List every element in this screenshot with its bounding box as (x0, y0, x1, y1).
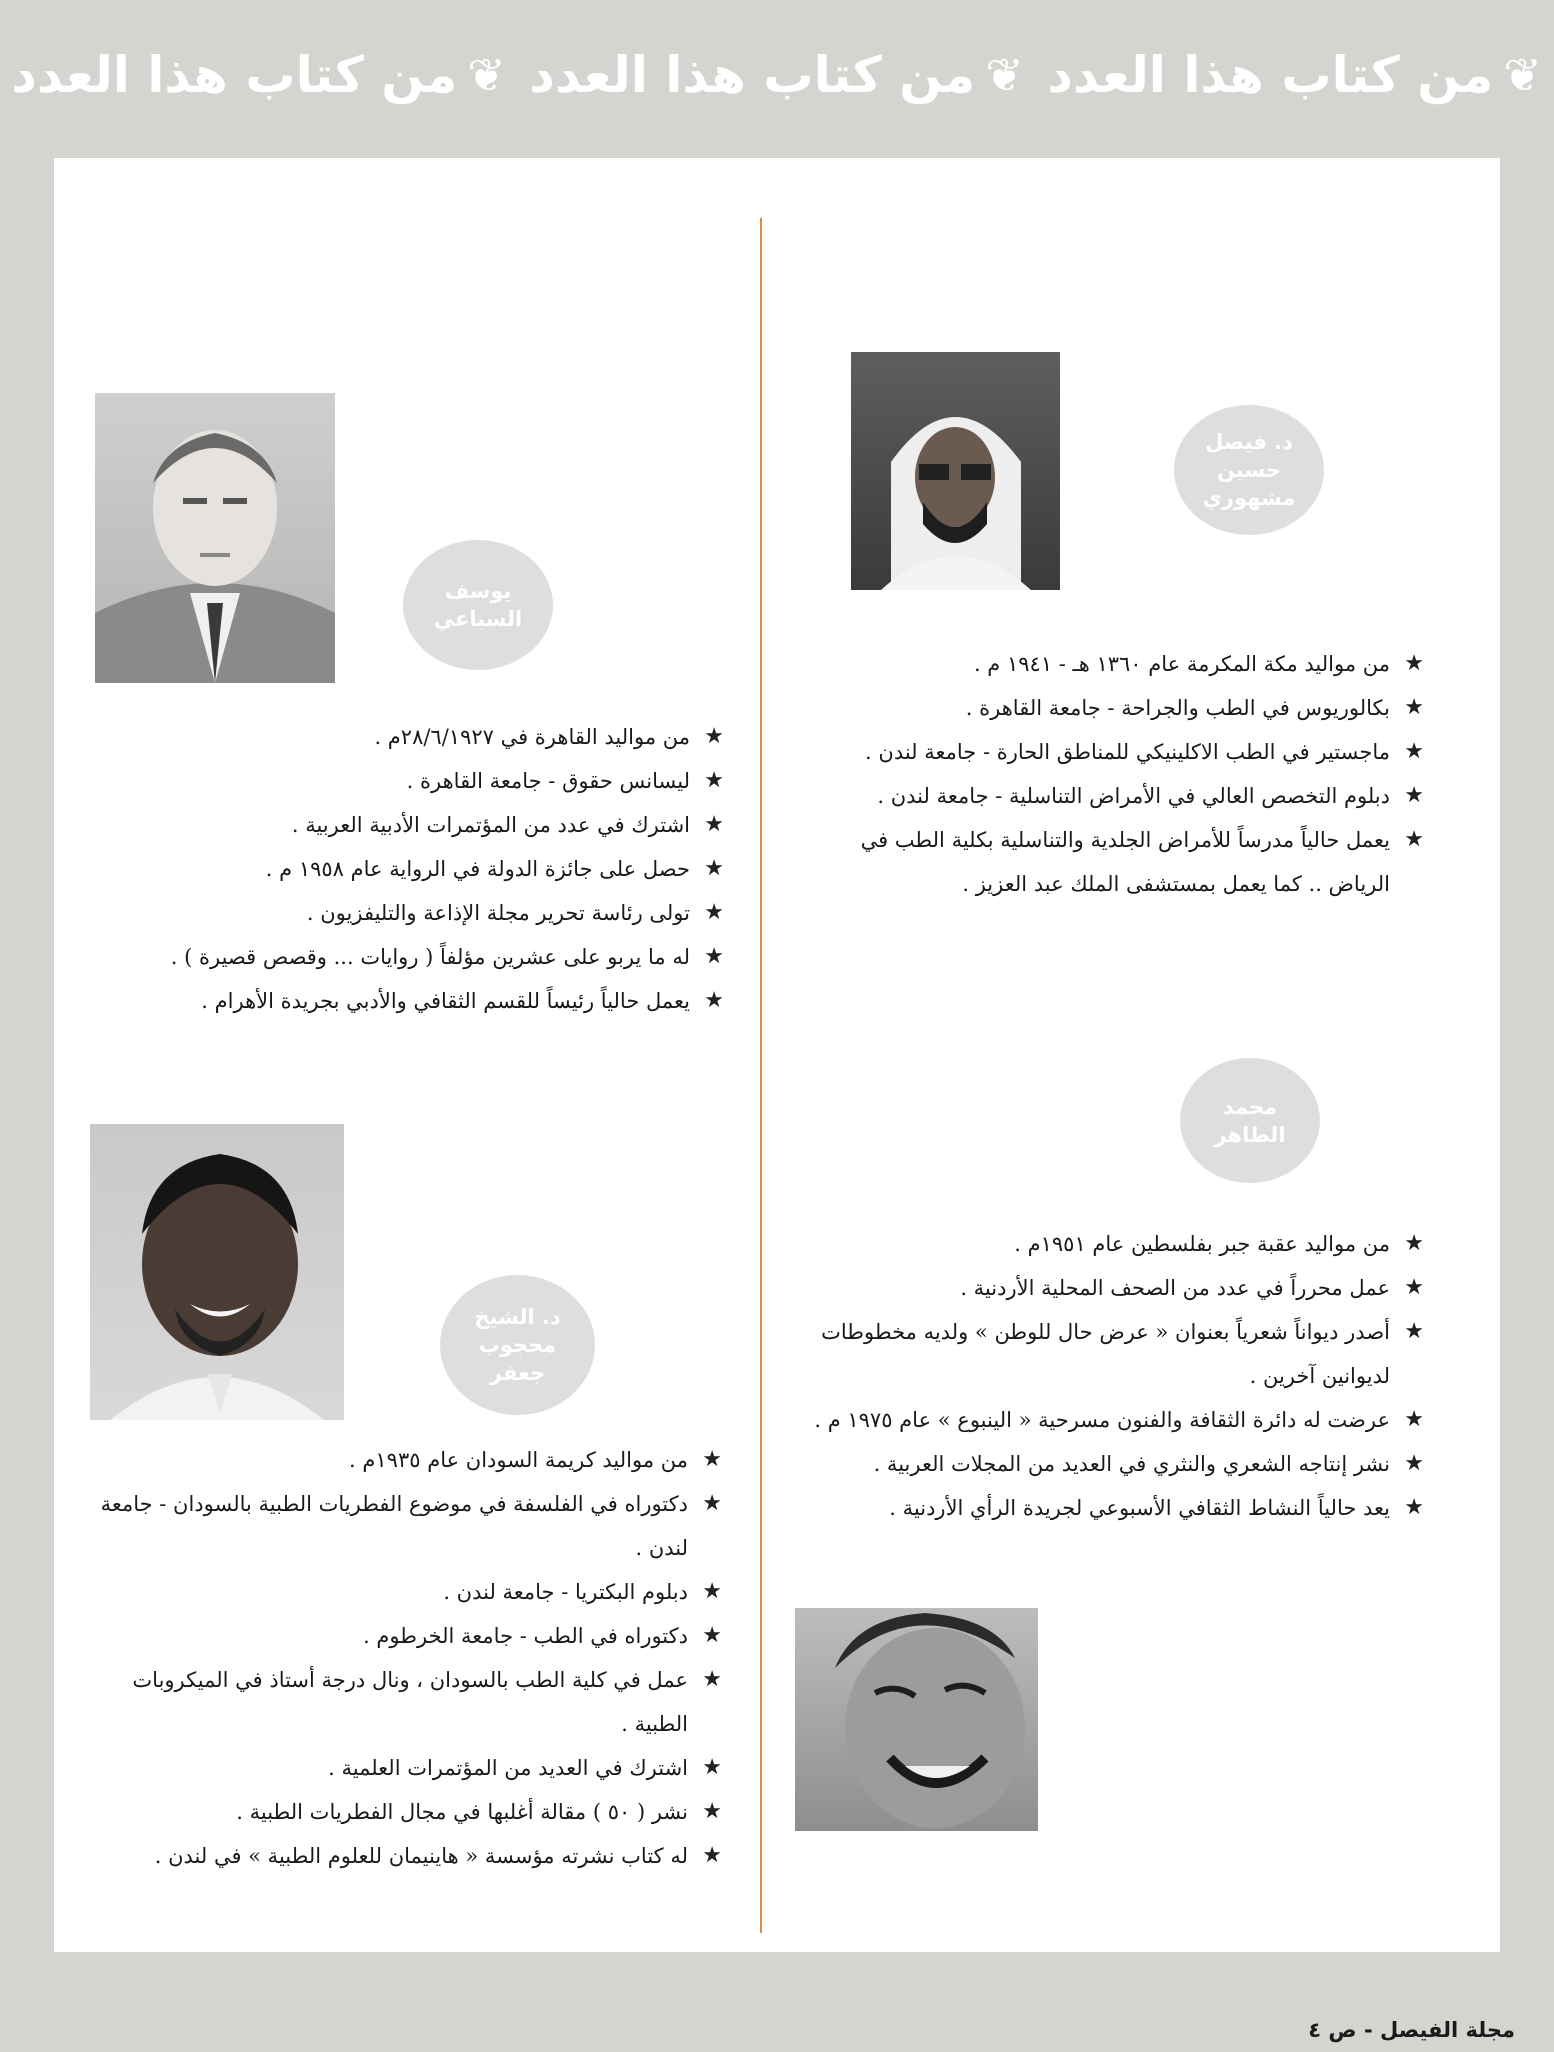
portrait-figure (90, 1124, 344, 1420)
author-bio-list (86, 1438, 722, 1878)
bio-item: ★ من مواليد كريمة السودان عام ١٩٣٥م . (86, 1438, 722, 1482)
author-name-line: الطاهر (1214, 1122, 1286, 1147)
bio-item: ★ بكالوريوس في الطب والجراحة - جامعة القاهرة . (800, 686, 1424, 730)
author-photo (95, 393, 335, 683)
bio-item: ★ أصدر ديواناً شعرياً بعنوان « عرض حال للوطن » ولديه مخطوطات لديوانين آخرين . (800, 1310, 1424, 1398)
author-name-line: د. الشيخ (474, 1305, 561, 1329)
author-name-line: السباعي (433, 607, 523, 631)
bio-item: ★ نشر ( ٥٠ ) مقالة أغلبها في مجال الفطريات الطبية . (86, 1790, 722, 1834)
banner-item (1047, 46, 1543, 104)
page-footer: مجلة الفيصل - ص ٤ (1308, 2018, 1515, 2042)
author-name-badge (440, 1275, 595, 1415)
bio-item: ★ يعمل حالياً مدرساً للأمراض الجلدية والتناسلية بكلية الطب في الرياض .. كما يعمل بمستشفى الملك عبد العزيز . (800, 818, 1424, 906)
bio-item: ★ اشترك في العديد من المؤتمرات العلمية . (86, 1746, 722, 1790)
bio-item: ★ من مواليد مكة المكرمة عام ١٣٦٠ هـ - ١٩٤١ م . (800, 642, 1424, 686)
bio-item: ★ له ما يربو على عشرين مؤلفاً ( روايات ... وقصص قصيرة ) . (100, 935, 724, 979)
author-name-line: جعفر (489, 1361, 546, 1385)
author-name-line: محجوب (478, 1333, 557, 1357)
banner-text: من كتاب هذا العدد (1047, 46, 1494, 104)
bio-item: ★ من مواليد القاهرة في ٢٨/٦/١٩٢٧م . (100, 715, 724, 759)
bio-item: ★ دبلوم البكتريا - جامعة لندن . (86, 1570, 722, 1614)
author-photo (795, 1608, 1038, 1831)
bio-item: ★ نشر إنتاجه الشعري والنثري في العديد من المجلات العربية . (800, 1442, 1424, 1486)
author-photo (90, 1124, 344, 1420)
author-bio-list (800, 642, 1424, 906)
bio-item: ★ اشترك في عدد من المؤتمرات الأدبية العربية . (100, 803, 724, 847)
bio-item: ★ من مواليد عقبة جبر بفلسطين عام ١٩٥١م . (800, 1222, 1424, 1266)
author-name-line: حسين (1217, 458, 1281, 482)
bio-item: ★ يعمل حالياً رئيساً للقسم الثقافي والأدبي بجريدة الأهرام . (100, 979, 724, 1023)
author-bio-list (800, 1222, 1424, 1530)
author-name-line: مشهوري (1202, 486, 1296, 510)
bio-item: ★ له كتاب نشرته مؤسسة « هاينيمان للعلوم الطبية » في لندن . (86, 1834, 722, 1878)
bio-item: ★ حصل على جائزة الدولة في الرواية عام ١٩٥٨ م . (100, 847, 724, 891)
banner-item (529, 46, 1025, 104)
author-name-badge (1174, 405, 1324, 535)
bio-item: ★ عرضت له دائرة الثقافة والفنون مسرحية « الينبوع » عام ١٩٧٥ م . (800, 1398, 1424, 1442)
bio-item: ★ دكتوراه في الطب - جامعة الخرطوم . (86, 1614, 722, 1658)
ornament-icon: ❦ (467, 48, 507, 102)
bio-item: ★ يعد حالياً النشاط الثقافي الأسبوعي لجريدة الرأي الأردنية . (800, 1486, 1424, 1530)
bio-item: ★ ليسانس حقوق - جامعة القاهرة . (100, 759, 724, 803)
portrait-figure (795, 1608, 1038, 1831)
column-divider (760, 218, 762, 1933)
ornament-icon: ❦ (1503, 48, 1543, 102)
bio-item: ★ عمل محرراً في عدد من الصحف المحلية الأردنية . (800, 1266, 1424, 1310)
author-name-badge (1180, 1058, 1320, 1183)
bio-item: ★ دكتوراه في الفلسفة في موضوع الفطريات الطبية بالسودان - جامعة لندن . (86, 1482, 722, 1570)
portrait-figure (851, 352, 1060, 590)
author-photo (851, 352, 1060, 590)
author-name-line: د. فيصل (1205, 430, 1293, 454)
header-banner (0, 0, 1554, 150)
ornament-icon: ❦ (985, 48, 1025, 102)
banner-text: من كتاب هذا العدد (529, 46, 976, 104)
author-name-line: يوسف (444, 579, 512, 603)
author-name-badge (403, 540, 553, 670)
author-name-line: محمد (1222, 1094, 1278, 1119)
bio-item: ★ تولى رئاسة تحرير مجلة الإذاعة والتليفزيون . (100, 891, 724, 935)
portrait-figure (95, 393, 335, 683)
bio-item: ★ ماجستير في الطب الاكلينيكي للمناطق الحارة - جامعة لندن . (800, 730, 1424, 774)
author-bio-list (100, 715, 724, 1023)
banner-text: من كتاب هذا العدد (11, 46, 458, 104)
bio-item: ★ دبلوم التخصص العالي في الأمراض التناسلية - جامعة لندن . (800, 774, 1424, 818)
banner-item (11, 46, 507, 104)
bio-item: ★ عمل في كلية الطب بالسودان ، ونال درجة أستاذ في الميكروبات الطبية . (86, 1658, 722, 1746)
